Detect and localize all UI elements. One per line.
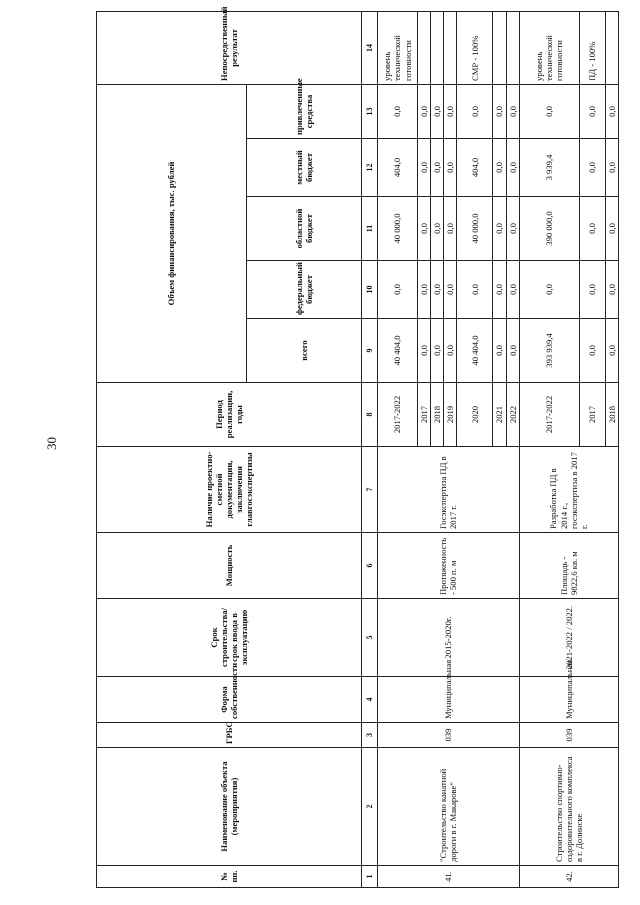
header-local: местный бюджет	[247, 139, 362, 197]
result	[418, 11, 431, 84]
federal: 0,0	[444, 261, 457, 319]
column-number: 2	[362, 748, 378, 866]
federal: 0,0	[506, 261, 519, 319]
column-number: 7	[362, 447, 378, 533]
total: 0,0	[506, 319, 519, 383]
local: 0,0	[444, 139, 457, 197]
attracted: 0,0	[493, 84, 506, 138]
total: 0,0	[493, 319, 506, 383]
period: 2020	[457, 383, 493, 447]
header-term: Срок строительства/срок ввода в эксплуатацию	[97, 599, 362, 677]
regional: 390 000,0	[519, 197, 579, 261]
column-number: 8	[362, 383, 378, 447]
header-federal: федеральный бюджет	[247, 261, 362, 319]
regional: 40 000,0	[457, 197, 493, 261]
regional: 0,0	[579, 197, 605, 261]
local: 0,0	[506, 139, 519, 197]
header-total: всего	[247, 319, 362, 383]
regional: 0,0	[418, 197, 431, 261]
period: 2017	[579, 383, 605, 447]
ownership-form: Муниципальная	[519, 677, 618, 723]
object-name: "Строительство канатной дороги в г. Макарове"	[378, 748, 520, 866]
local: 0,0	[493, 139, 506, 197]
period: 2019	[444, 383, 457, 447]
header-period: Период реализации, годы	[97, 383, 362, 447]
page-number: 30	[44, 437, 59, 450]
attracted: 0,0	[519, 84, 579, 138]
column-number: 12	[362, 139, 378, 197]
local: 404,0	[378, 139, 418, 197]
project-docs: Разработка ПД в 2014 г., госэкспертиза в 2017 г.	[519, 447, 618, 533]
column-number: 1	[362, 866, 378, 888]
local: 0,0	[431, 139, 444, 197]
row-number: 42.	[519, 866, 618, 888]
federal: 0,0	[493, 261, 506, 319]
column-number: 14	[362, 11, 378, 84]
federal: 0,0	[605, 261, 618, 319]
regional: 0,0	[444, 197, 457, 261]
federal: 0,0	[418, 261, 431, 319]
period: 2021	[493, 383, 506, 447]
result	[506, 11, 519, 84]
header-docs: Наличие проектно-сметной документации, заключения главгосэкспертизы	[97, 447, 362, 533]
total: 393 939,4	[519, 319, 579, 383]
attracted: 0,0	[444, 84, 457, 138]
attracted: 0,0	[418, 84, 431, 138]
column-number: 5	[362, 599, 378, 677]
period: 2017-2022	[378, 383, 418, 447]
column-number: 9	[362, 319, 378, 383]
object-name: Строительство спортивно-оздоровительного комплекса в г. Долинске	[519, 748, 618, 866]
header-result: Непосредственный результат	[97, 11, 362, 84]
column-number: 4	[362, 677, 378, 723]
total: 0,0	[418, 319, 431, 383]
header-regional: областной бюджет	[247, 197, 362, 261]
column-number: 10	[362, 261, 378, 319]
regional: 0,0	[431, 197, 444, 261]
regional: 40 000,0	[378, 197, 418, 261]
total: 0,0	[605, 319, 618, 383]
column-number: 6	[362, 533, 378, 599]
grbs-code: 039	[519, 723, 618, 748]
local: 0,0	[579, 139, 605, 197]
attracted: 0,0	[378, 84, 418, 138]
total: 40 404,0	[457, 319, 493, 383]
period: 2018	[605, 383, 618, 447]
header-capacity: Мощность	[97, 533, 362, 599]
local: 0,0	[418, 139, 431, 197]
local: 3 939,4	[519, 139, 579, 197]
header-name: Наименование объекта (мероприятия)	[97, 748, 362, 866]
column-number: 13	[362, 84, 378, 138]
federal: 0,0	[378, 261, 418, 319]
table-row	[378, 11, 418, 887]
project-docs: Госэкспертиза ПД в 2017 г.	[378, 447, 520, 533]
capacity: Площадь - 9822,6 кв. м	[519, 533, 618, 599]
period: 2022	[506, 383, 519, 447]
result: ПД - 100%	[579, 11, 605, 84]
column-number: 3	[362, 723, 378, 748]
total: 0,0	[579, 319, 605, 383]
attracted: 0,0	[431, 84, 444, 138]
construction-term: 2021-2022 / 2022.	[519, 599, 618, 677]
construction-term: 2015-2020г.	[378, 599, 520, 677]
federal: 0,0	[519, 261, 579, 319]
rotated-table-wrapper	[96, 6, 617, 888]
local: 404,0	[457, 139, 493, 197]
column-number: 11	[362, 197, 378, 261]
attracted: 0,0	[579, 84, 605, 138]
regional: 0,0	[493, 197, 506, 261]
federal: 0,0	[431, 261, 444, 319]
result	[493, 11, 506, 84]
header-attracted: привлеченные средства	[247, 84, 362, 138]
attracted: 0,0	[605, 84, 618, 138]
financing-table	[96, 6, 619, 888]
total: 40 404,0	[378, 319, 418, 383]
federal: 0,0	[579, 261, 605, 319]
total: 0,0	[431, 319, 444, 383]
local: 0,0	[605, 139, 618, 197]
result	[605, 11, 618, 84]
federal: 0,0	[457, 261, 493, 319]
period: 2017	[418, 383, 431, 447]
ownership-form: Муниципальная	[378, 677, 520, 723]
attracted: 0,0	[506, 84, 519, 138]
capacity: Протяженность - 500 п. м	[378, 533, 520, 599]
header-funding-group: Объем финансирования, тыс. рублей	[97, 84, 247, 382]
header-grbs: ГРБС	[97, 723, 362, 748]
total: 0,0	[444, 319, 457, 383]
result: уровень технической готовности	[519, 11, 579, 84]
regional: 0,0	[605, 197, 618, 261]
table-row	[519, 11, 579, 887]
result	[444, 11, 457, 84]
result: уровень технической готовности	[378, 11, 418, 84]
period: 2017-2022	[519, 383, 579, 447]
period: 2018	[431, 383, 444, 447]
result	[431, 11, 444, 84]
header-ownership: Форма собственности	[97, 677, 362, 723]
header-no: № пп.	[97, 866, 362, 888]
row-number: 41.	[378, 866, 520, 888]
result: СМР - 100%	[457, 11, 493, 84]
regional: 0,0	[506, 197, 519, 261]
attracted: 0,0	[457, 84, 493, 138]
grbs-code: 039	[378, 723, 520, 748]
